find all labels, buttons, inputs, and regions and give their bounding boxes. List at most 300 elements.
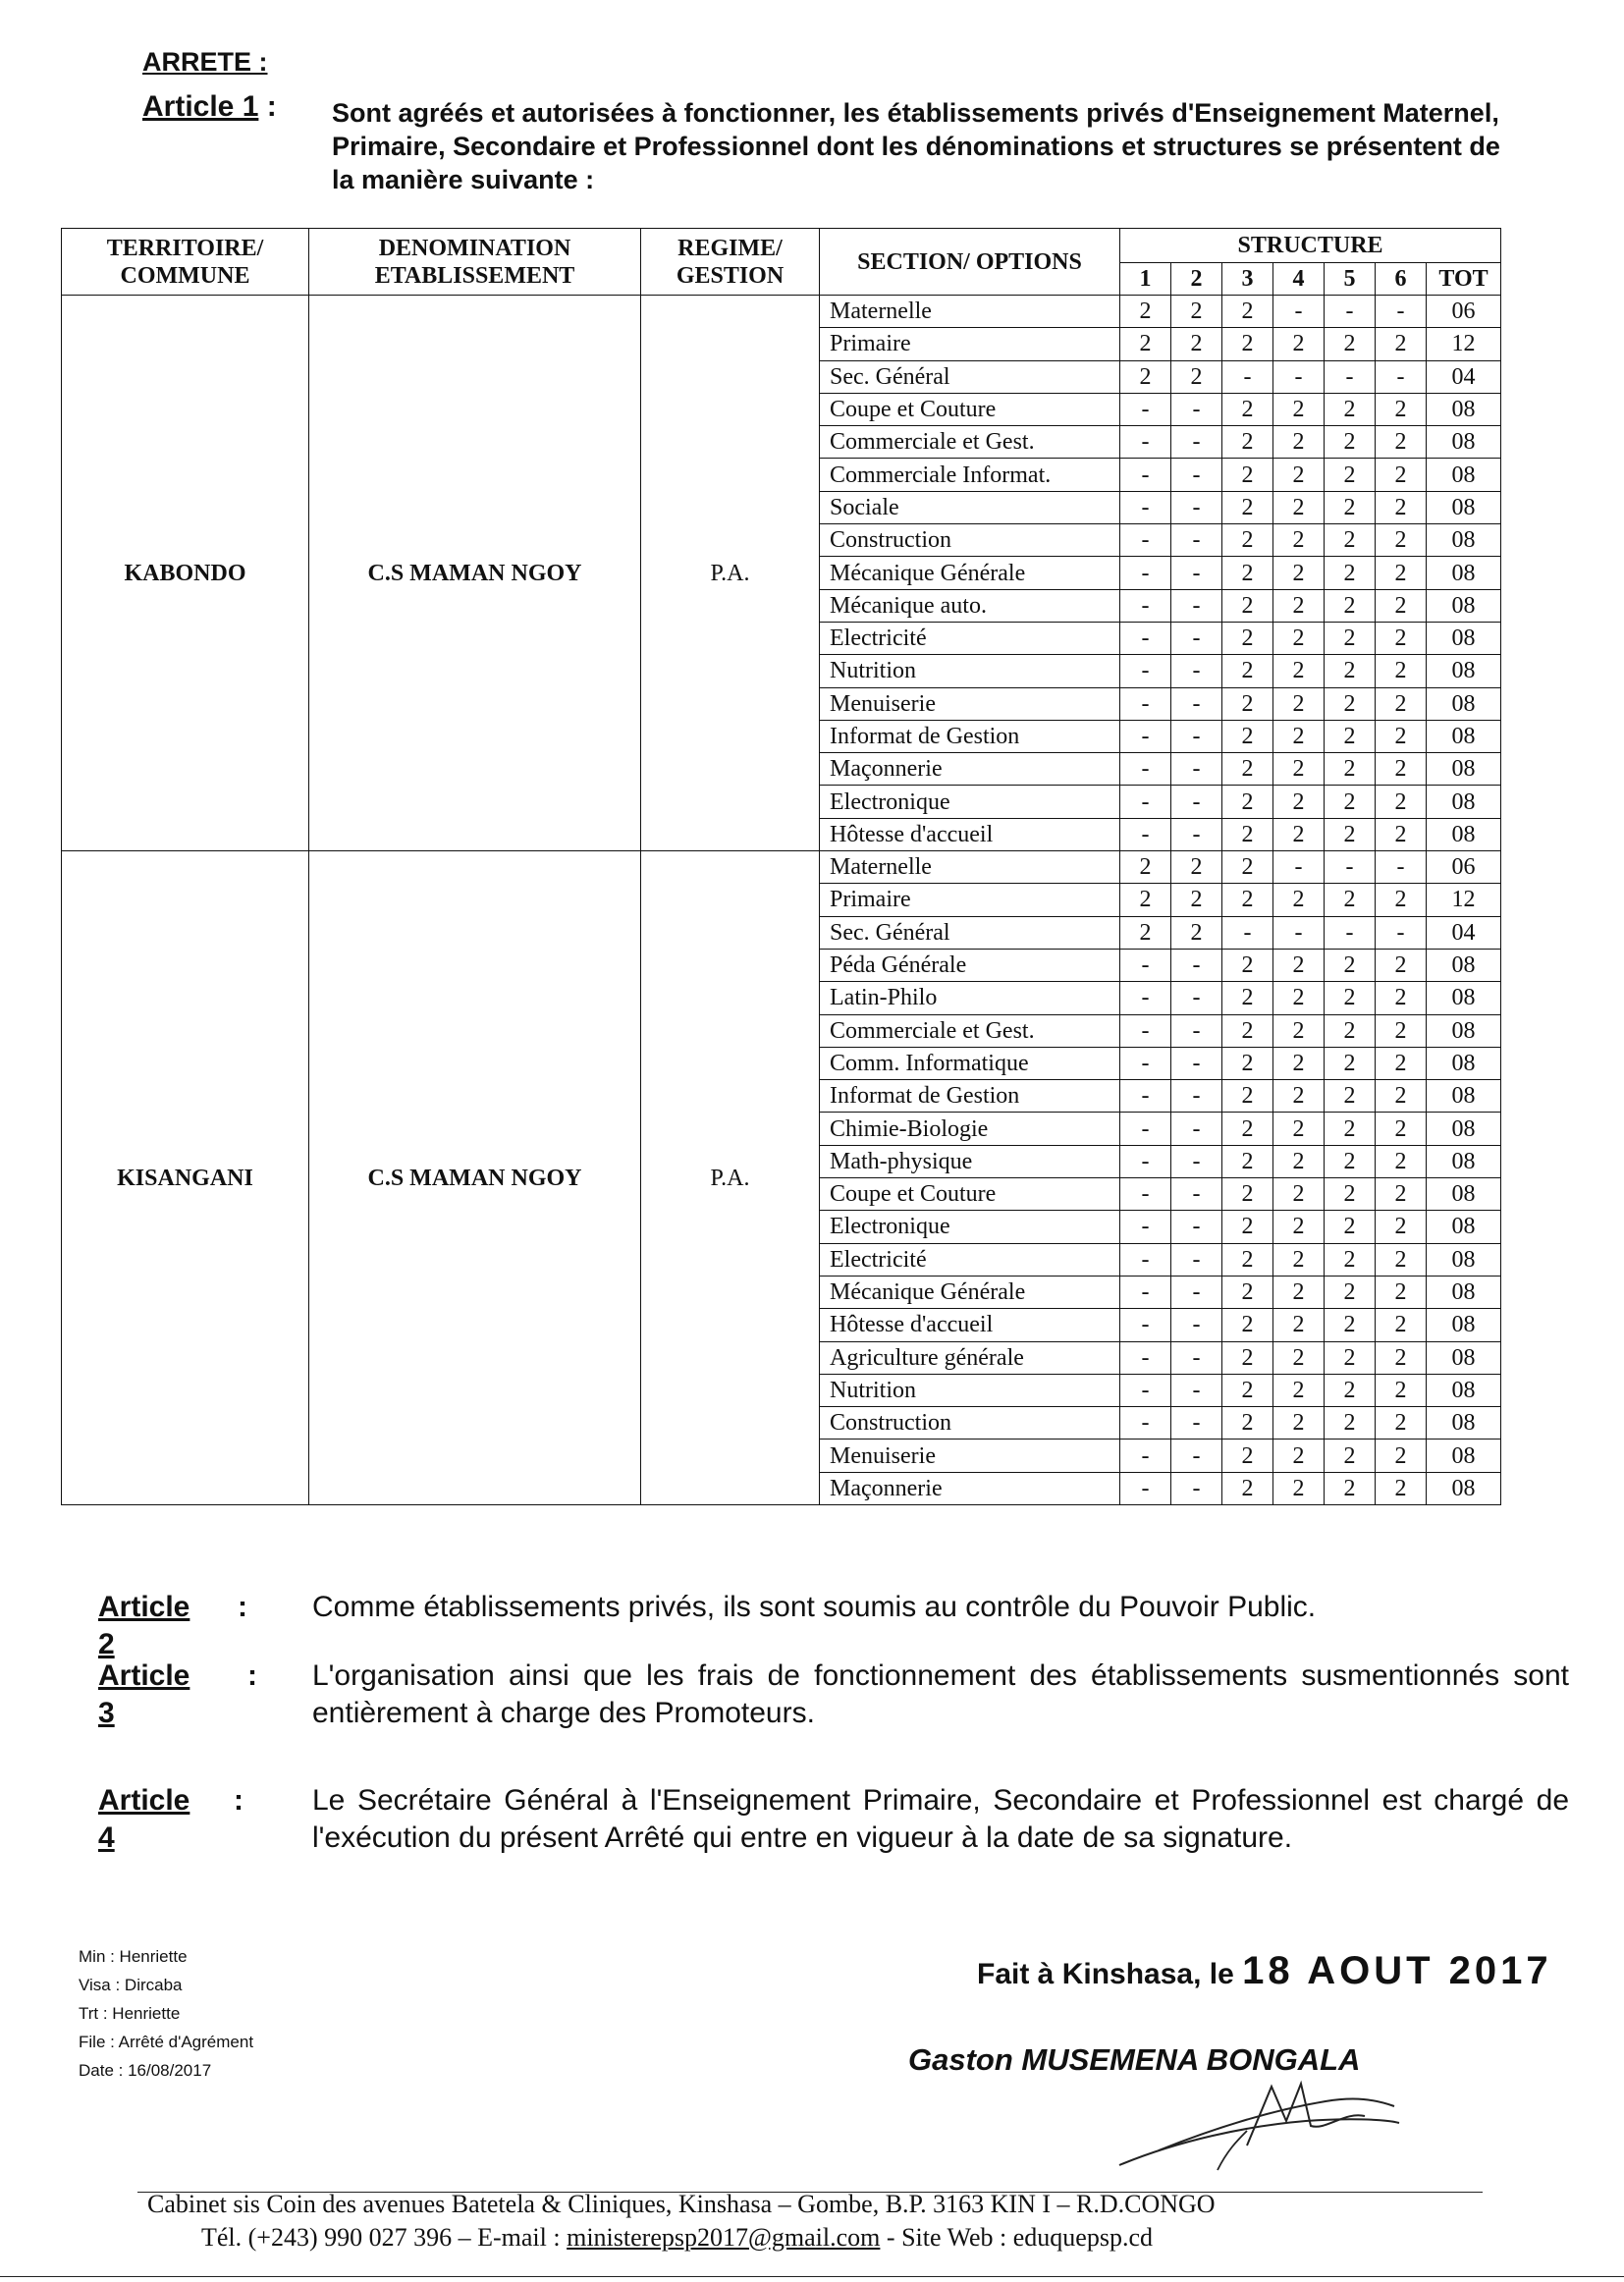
- table-body: [62, 296, 1501, 1505]
- option-cell: Electronique: [820, 786, 1120, 818]
- structure-cell-5: 2: [1325, 720, 1376, 752]
- structure-cell-3: 2: [1222, 459, 1273, 491]
- structure-cell-2: -: [1171, 949, 1222, 981]
- structure-cell-3: 2: [1222, 687, 1273, 720]
- footer-tel: Tél. (+243) 990 027 396 – E-mail :: [201, 2223, 561, 2252]
- structure-cell-1: -: [1120, 655, 1171, 687]
- structure-cell-6: 2: [1376, 1309, 1427, 1341]
- structure-cell-1: -: [1120, 1145, 1171, 1177]
- initials-date: Date : 16/08/2017: [79, 2061, 212, 2080]
- structure-cell-6: 2: [1376, 1145, 1427, 1177]
- structure-cell-2: 2: [1171, 884, 1222, 916]
- structure-cell-6: 2: [1376, 426, 1427, 459]
- structure-cell-6: 2: [1376, 328, 1427, 360]
- option-cell: Hôtesse d'accueil: [820, 1309, 1120, 1341]
- structure-cell-1: -: [1120, 1211, 1171, 1243]
- total-cell: 08: [1427, 949, 1501, 981]
- structure-cell-4: -: [1273, 916, 1325, 949]
- structure-cell-6: 2: [1376, 1211, 1427, 1243]
- structure-cell-5: 2: [1325, 1047, 1376, 1079]
- structure-cell-1: -: [1120, 786, 1171, 818]
- structure-cell-5: 2: [1325, 393, 1376, 425]
- article-3-label: Article 3: [98, 1659, 190, 1729]
- structure-cell-6: 2: [1376, 786, 1427, 818]
- structure-cell-4: 2: [1273, 982, 1325, 1014]
- structure-cell-5: 2: [1325, 1472, 1376, 1504]
- total-cell: 08: [1427, 1276, 1501, 1308]
- structure-cell-1: 2: [1120, 851, 1171, 884]
- structure-cell-6: 2: [1376, 1440, 1427, 1472]
- option-cell: Mécanique Générale: [820, 1276, 1120, 1308]
- structure-cell-3: 2: [1222, 426, 1273, 459]
- structure-cell-4: 2: [1273, 1341, 1325, 1374]
- structure-cell-6: 2: [1376, 949, 1427, 981]
- structure-cell-2: -: [1171, 524, 1222, 557]
- structure-cell-1: -: [1120, 524, 1171, 557]
- option-cell: Construction: [820, 524, 1120, 557]
- footer-address: Cabinet sis Coin des avenues Batetela & Cliniques, Kinshasa – Gombe, B.P. 3163 KIN I – R.D.CONGO: [147, 2190, 1216, 2218]
- structure-cell-1: -: [1120, 491, 1171, 523]
- header-col-5: 5: [1325, 263, 1376, 296]
- header-col-tot: TOT: [1427, 263, 1501, 296]
- structure-cell-5: 2: [1325, 818, 1376, 850]
- option-cell: Primaire: [820, 328, 1120, 360]
- option-cell: Sociale: [820, 491, 1120, 523]
- structure-cell-1: -: [1120, 818, 1171, 850]
- structure-cell-4: 2: [1273, 1276, 1325, 1308]
- structure-cell-2: 2: [1171, 360, 1222, 393]
- structure-cell-5: 2: [1325, 524, 1376, 557]
- structure-cell-2: -: [1171, 687, 1222, 720]
- structure-cell-5: 2: [1325, 1080, 1376, 1113]
- structure-cell-4: 2: [1273, 753, 1325, 786]
- structure-cell-5: 2: [1325, 328, 1376, 360]
- table-header-row: [62, 229, 1501, 263]
- structure-cell-6: 2: [1376, 1113, 1427, 1145]
- structure-cell-4: -: [1273, 296, 1325, 328]
- structure-cell-4: 2: [1273, 622, 1325, 654]
- total-cell: 08: [1427, 1472, 1501, 1504]
- structure-cell-1: -: [1120, 1440, 1171, 1472]
- total-cell: 08: [1427, 1309, 1501, 1341]
- structure-cell-1: -: [1120, 1472, 1171, 1504]
- article1-colon: :: [266, 90, 277, 123]
- structure-cell-3: 2: [1222, 1145, 1273, 1177]
- total-cell: 08: [1427, 1178, 1501, 1211]
- total-cell: 08: [1427, 1374, 1501, 1406]
- header-section: SECTION/ OPTIONS: [820, 229, 1120, 296]
- structure-cell-2: 2: [1171, 916, 1222, 949]
- structure-cell-2: -: [1171, 491, 1222, 523]
- structure-cell-2: -: [1171, 818, 1222, 850]
- structure-cell-4: 2: [1273, 949, 1325, 981]
- structure-cell-2: -: [1171, 589, 1222, 622]
- structure-cell-5: 2: [1325, 459, 1376, 491]
- option-cell: Latin-Philo: [820, 982, 1120, 1014]
- structure-cell-3: 2: [1222, 393, 1273, 425]
- structure-cell-1: -: [1120, 753, 1171, 786]
- structure-cell-6: 2: [1376, 589, 1427, 622]
- structure-cell-1: 2: [1120, 360, 1171, 393]
- option-cell: Electricité: [820, 1243, 1120, 1276]
- option-cell: Maternelle: [820, 851, 1120, 884]
- total-cell: 08: [1427, 393, 1501, 425]
- signature-place-date: [977, 1949, 1552, 1993]
- structure-cell-3: 2: [1222, 296, 1273, 328]
- structure-cell-1: -: [1120, 1243, 1171, 1276]
- header-col-6: 6: [1376, 263, 1427, 296]
- option-cell: Electricité: [820, 622, 1120, 654]
- total-cell: 08: [1427, 687, 1501, 720]
- structure-cell-1: -: [1120, 949, 1171, 981]
- structure-cell-4: 2: [1273, 328, 1325, 360]
- structure-cell-5: 2: [1325, 687, 1376, 720]
- header-col-1: 1: [1120, 263, 1171, 296]
- structure-cell-3: 2: [1222, 786, 1273, 818]
- structure-cell-6: 2: [1376, 884, 1427, 916]
- total-cell: 06: [1427, 851, 1501, 884]
- initials-visa: Visa : Dircaba: [79, 1976, 183, 1994]
- article-3-text: L'organisation ainsi que les frais de fonctionnement des établissements susmentionnés sont entièrement à charge des Promoteurs.: [312, 1659, 1569, 1729]
- structure-cell-4: 2: [1273, 1178, 1325, 1211]
- article-4-text: Le Secrétaire Général à l'Enseignement Primaire, Secondaire et Professionnel est chargé de l'exécution du présent Arrêté qui entre en vigueur à la date de sa signature.: [312, 1784, 1569, 1854]
- structure-cell-4: -: [1273, 360, 1325, 393]
- regime-cell: P.A.: [641, 296, 820, 851]
- total-cell: 08: [1427, 982, 1501, 1014]
- structure-cell-5: 2: [1325, 1374, 1376, 1406]
- structure-cell-2: 2: [1171, 296, 1222, 328]
- structure-cell-4: 2: [1273, 1407, 1325, 1440]
- structure-cell-2: -: [1171, 1145, 1222, 1177]
- option-cell: Hôtesse d'accueil: [820, 818, 1120, 850]
- structure-cell-6: 2: [1376, 1374, 1427, 1406]
- total-cell: 08: [1427, 1047, 1501, 1079]
- structure-cell-1: -: [1120, 720, 1171, 752]
- structure-cell-3: 2: [1222, 1309, 1273, 1341]
- total-cell: 08: [1427, 786, 1501, 818]
- article1-label-text: Article 1: [142, 90, 259, 123]
- structure-cell-1: -: [1120, 1309, 1171, 1341]
- structure-cell-6: 2: [1376, 1341, 1427, 1374]
- arrete-heading: ARRETE :: [142, 47, 268, 77]
- structure-cell-3: 2: [1222, 1178, 1273, 1211]
- structure-cell-4: 2: [1273, 1047, 1325, 1079]
- table-row: [62, 851, 1501, 884]
- structure-cell-6: 2: [1376, 459, 1427, 491]
- structure-cell-4: 2: [1273, 786, 1325, 818]
- header-col-2: 2: [1171, 263, 1222, 296]
- structure-cell-3: 2: [1222, 818, 1273, 850]
- total-cell: 08: [1427, 1014, 1501, 1047]
- structure-cell-6: 2: [1376, 1014, 1427, 1047]
- structure-cell-2: -: [1171, 1178, 1222, 1211]
- structure-cell-3: -: [1222, 916, 1273, 949]
- structure-cell-4: 2: [1273, 720, 1325, 752]
- structure-cell-1: -: [1120, 1178, 1171, 1211]
- structure-cell-4: 2: [1273, 1243, 1325, 1276]
- page-bottom-rule: [0, 2276, 1624, 2277]
- structure-cell-4: 2: [1273, 1309, 1325, 1341]
- structure-cell-3: 2: [1222, 328, 1273, 360]
- structure-cell-2: -: [1171, 393, 1222, 425]
- option-cell: Math-physique: [820, 1145, 1120, 1177]
- structure-cell-6: 2: [1376, 720, 1427, 752]
- structure-cell-4: 2: [1273, 1472, 1325, 1504]
- header-denomination: DENOMINATION ETABLISSEMENT: [309, 229, 641, 296]
- header-col-4: 4: [1273, 263, 1325, 296]
- structure-cell-1: 2: [1120, 916, 1171, 949]
- structure-cell-3: 2: [1222, 753, 1273, 786]
- structure-cell-3: 2: [1222, 557, 1273, 589]
- structure-cell-1: -: [1120, 1080, 1171, 1113]
- header-col-3: 3: [1222, 263, 1273, 296]
- structure-cell-6: 2: [1376, 1243, 1427, 1276]
- structure-cell-4: 2: [1273, 393, 1325, 425]
- option-cell: Informat de Gestion: [820, 720, 1120, 752]
- structure-cell-2: -: [1171, 1276, 1222, 1308]
- total-cell: 08: [1427, 524, 1501, 557]
- option-cell: Chimie-Biologie: [820, 1113, 1120, 1145]
- denomination-cell: C.S MAMAN NGOY: [309, 851, 641, 1505]
- structure-cell-5: 2: [1325, 1014, 1376, 1047]
- structure-cell-2: -: [1171, 1080, 1222, 1113]
- total-cell: 04: [1427, 360, 1501, 393]
- total-cell: 08: [1427, 1145, 1501, 1177]
- structure-cell-1: -: [1120, 426, 1171, 459]
- total-cell: 08: [1427, 1080, 1501, 1113]
- total-cell: 08: [1427, 1243, 1501, 1276]
- structure-cell-1: -: [1120, 687, 1171, 720]
- structure-cell-2: -: [1171, 1047, 1222, 1079]
- structure-cell-4: 2: [1273, 1145, 1325, 1177]
- structure-cell-1: -: [1120, 1113, 1171, 1145]
- handwritten-signature: [1100, 2072, 1424, 2180]
- structure-cell-3: 2: [1222, 524, 1273, 557]
- structure-cell-5: 2: [1325, 622, 1376, 654]
- structure-cell-5: 2: [1325, 949, 1376, 981]
- total-cell: 06: [1427, 296, 1501, 328]
- structure-cell-6: -: [1376, 296, 1427, 328]
- option-cell: Nutrition: [820, 655, 1120, 687]
- total-cell: 08: [1427, 1440, 1501, 1472]
- option-cell: Péda Générale: [820, 949, 1120, 981]
- total-cell: 08: [1427, 1407, 1501, 1440]
- structure-cell-6: 2: [1376, 655, 1427, 687]
- total-cell: 08: [1427, 1113, 1501, 1145]
- structure-cell-3: 2: [1222, 1047, 1273, 1079]
- structure-cell-3: 2: [1222, 1211, 1273, 1243]
- structure-cell-2: -: [1171, 459, 1222, 491]
- header-structure: STRUCTURE: [1120, 229, 1501, 263]
- structure-cell-2: -: [1171, 1440, 1222, 1472]
- structure-cell-1: -: [1120, 1047, 1171, 1079]
- structure-cell-2: -: [1171, 720, 1222, 752]
- structure-cell-2: -: [1171, 426, 1222, 459]
- header-regime: REGIME/ GESTION: [641, 229, 820, 296]
- denomination-cell: C.S MAMAN NGOY: [309, 296, 641, 851]
- structure-cell-2: -: [1171, 786, 1222, 818]
- total-cell: 08: [1427, 655, 1501, 687]
- header-territoire: TERRITOIRE/ COMMUNE: [62, 229, 309, 296]
- total-cell: 08: [1427, 1211, 1501, 1243]
- option-cell: Mécanique auto.: [820, 589, 1120, 622]
- structure-cell-3: 2: [1222, 655, 1273, 687]
- structure-cell-1: -: [1120, 622, 1171, 654]
- option-cell: Nutrition: [820, 1374, 1120, 1406]
- structure-cell-6: 2: [1376, 818, 1427, 850]
- total-cell: 12: [1427, 884, 1501, 916]
- article-2-label: Article 2: [98, 1591, 190, 1660]
- article1-label: [142, 90, 277, 124]
- structure-cell-4: 2: [1273, 557, 1325, 589]
- structure-cell-4: 2: [1273, 459, 1325, 491]
- structure-cell-1: -: [1120, 393, 1171, 425]
- structure-cell-2: -: [1171, 1243, 1222, 1276]
- footer-email-link[interactable]: ministerepsp2017@gmail.com: [567, 2223, 881, 2252]
- option-cell: Maternelle: [820, 296, 1120, 328]
- total-cell: 08: [1427, 491, 1501, 523]
- structure-cell-4: 2: [1273, 818, 1325, 850]
- structure-cell-3: 2: [1222, 1014, 1273, 1047]
- structure-cell-4: 2: [1273, 1014, 1325, 1047]
- structure-cell-6: 2: [1376, 622, 1427, 654]
- signatory-name: Gaston MUSEMENA BONGALA: [908, 2042, 1361, 2077]
- footer-website: - Site Web : eduquepsp.cd: [886, 2223, 1154, 2252]
- structure-cell-3: 2: [1222, 1080, 1273, 1113]
- structure-cell-6: -: [1376, 360, 1427, 393]
- structure-cell-6: 2: [1376, 687, 1427, 720]
- structure-cell-3: -: [1222, 360, 1273, 393]
- option-cell: Coupe et Couture: [820, 1178, 1120, 1211]
- structure-cell-1: -: [1120, 1341, 1171, 1374]
- option-cell: Sec. Général: [820, 916, 1120, 949]
- total-cell: 08: [1427, 753, 1501, 786]
- structure-cell-2: -: [1171, 1113, 1222, 1145]
- option-cell: Commerciale Informat.: [820, 459, 1120, 491]
- structure-cell-4: 2: [1273, 1211, 1325, 1243]
- structure-cell-6: 2: [1376, 982, 1427, 1014]
- option-cell: Informat de Gestion: [820, 1080, 1120, 1113]
- territoire-cell: KABONDO: [62, 296, 309, 851]
- total-cell: 12: [1427, 328, 1501, 360]
- territoire-cell: KISANGANI: [62, 851, 309, 1505]
- option-cell: Commerciale et Gest.: [820, 1014, 1120, 1047]
- structure-cell-1: -: [1120, 1407, 1171, 1440]
- option-cell: Electronique: [820, 1211, 1120, 1243]
- footer-contact: [201, 2223, 1153, 2253]
- article-4-colon: :: [234, 1784, 244, 1817]
- structure-cell-5: 2: [1325, 426, 1376, 459]
- structure-cell-1: 2: [1120, 328, 1171, 360]
- structure-cell-4: 2: [1273, 491, 1325, 523]
- structure-cell-3: 2: [1222, 884, 1273, 916]
- total-cell: 08: [1427, 622, 1501, 654]
- structure-cell-3: 2: [1222, 622, 1273, 654]
- structure-cell-2: -: [1171, 982, 1222, 1014]
- structure-cell-6: 2: [1376, 393, 1427, 425]
- structure-cell-5: 2: [1325, 982, 1376, 1014]
- total-cell: 08: [1427, 720, 1501, 752]
- structure-cell-2: -: [1171, 753, 1222, 786]
- structure-cell-3: 2: [1222, 1374, 1273, 1406]
- structure-cell-5: 2: [1325, 884, 1376, 916]
- structure-cell-4: 2: [1273, 426, 1325, 459]
- option-cell: Construction: [820, 1407, 1120, 1440]
- structure-cell-3: 2: [1222, 720, 1273, 752]
- structure-cell-5: 2: [1325, 1113, 1376, 1145]
- structure-cell-5: 2: [1325, 753, 1376, 786]
- structure-cell-6: 2: [1376, 1178, 1427, 1211]
- option-cell: Commerciale et Gest.: [820, 426, 1120, 459]
- structure-cell-4: 2: [1273, 687, 1325, 720]
- article-2-text: Comme établissements privés, ils sont soumis au contrôle du Pouvoir Public.: [312, 1591, 1317, 1623]
- structure-cell-1: -: [1120, 589, 1171, 622]
- structure-cell-6: 2: [1376, 491, 1427, 523]
- structure-cell-1: 2: [1120, 296, 1171, 328]
- option-cell: Coupe et Couture: [820, 393, 1120, 425]
- structure-cell-5: 2: [1325, 786, 1376, 818]
- structure-cell-2: -: [1171, 1341, 1222, 1374]
- initials-file: File : Arrêté d'Agrément: [79, 2033, 254, 2051]
- structure-cell-5: 2: [1325, 655, 1376, 687]
- structure-cell-2: -: [1171, 655, 1222, 687]
- structure-cell-3: 2: [1222, 851, 1273, 884]
- article-2-colon: :: [238, 1591, 247, 1623]
- total-cell: 08: [1427, 818, 1501, 850]
- structure-cell-2: -: [1171, 622, 1222, 654]
- structure-cell-2: -: [1171, 1407, 1222, 1440]
- structure-cell-5: 2: [1325, 491, 1376, 523]
- total-cell: 08: [1427, 426, 1501, 459]
- structure-cell-3: 2: [1222, 1276, 1273, 1308]
- table-row: [62, 296, 1501, 328]
- structure-cell-6: 2: [1376, 1407, 1427, 1440]
- structure-cell-6: -: [1376, 916, 1427, 949]
- structure-cell-2: -: [1171, 557, 1222, 589]
- total-cell: 04: [1427, 916, 1501, 949]
- structure-cell-1: -: [1120, 1276, 1171, 1308]
- option-cell: Mécanique Générale: [820, 557, 1120, 589]
- total-cell: 08: [1427, 459, 1501, 491]
- structure-cell-2: -: [1171, 1309, 1222, 1341]
- structure-cell-4: 2: [1273, 1113, 1325, 1145]
- structure-cell-3: 2: [1222, 1440, 1273, 1472]
- structure-cell-6: -: [1376, 851, 1427, 884]
- structure-cell-3: 2: [1222, 1341, 1273, 1374]
- structure-cell-3: 2: [1222, 949, 1273, 981]
- structure-cell-3: 2: [1222, 1407, 1273, 1440]
- structure-cell-5: -: [1325, 296, 1376, 328]
- structure-cell-5: -: [1325, 916, 1376, 949]
- structure-cell-1: -: [1120, 1374, 1171, 1406]
- structure-cell-3: 2: [1222, 982, 1273, 1014]
- structure-cell-3: 2: [1222, 1113, 1273, 1145]
- structure-cell-4: 2: [1273, 524, 1325, 557]
- structure-cell-4: 2: [1273, 884, 1325, 916]
- structure-cell-2: -: [1171, 1014, 1222, 1047]
- structure-cell-2: 2: [1171, 328, 1222, 360]
- option-cell: Sec. Général: [820, 360, 1120, 393]
- article1-text: Sont agréés et autorisées à fonctionner, les établissements privés d'Enseignement Maternel, Primaire, Secondaire et Professionnel dont les dénominations et structures se présentent de la manière suivante :: [332, 98, 1500, 194]
- structure-cell-6: 2: [1376, 1047, 1427, 1079]
- total-cell: 08: [1427, 1341, 1501, 1374]
- structure-cell-5: 2: [1325, 1178, 1376, 1211]
- structure-cell-3: 2: [1222, 1243, 1273, 1276]
- structure-cell-5: 2: [1325, 1211, 1376, 1243]
- structure-cell-3: 2: [1222, 1472, 1273, 1504]
- structure-cell-5: 2: [1325, 1243, 1376, 1276]
- regime-cell: P.A.: [641, 851, 820, 1505]
